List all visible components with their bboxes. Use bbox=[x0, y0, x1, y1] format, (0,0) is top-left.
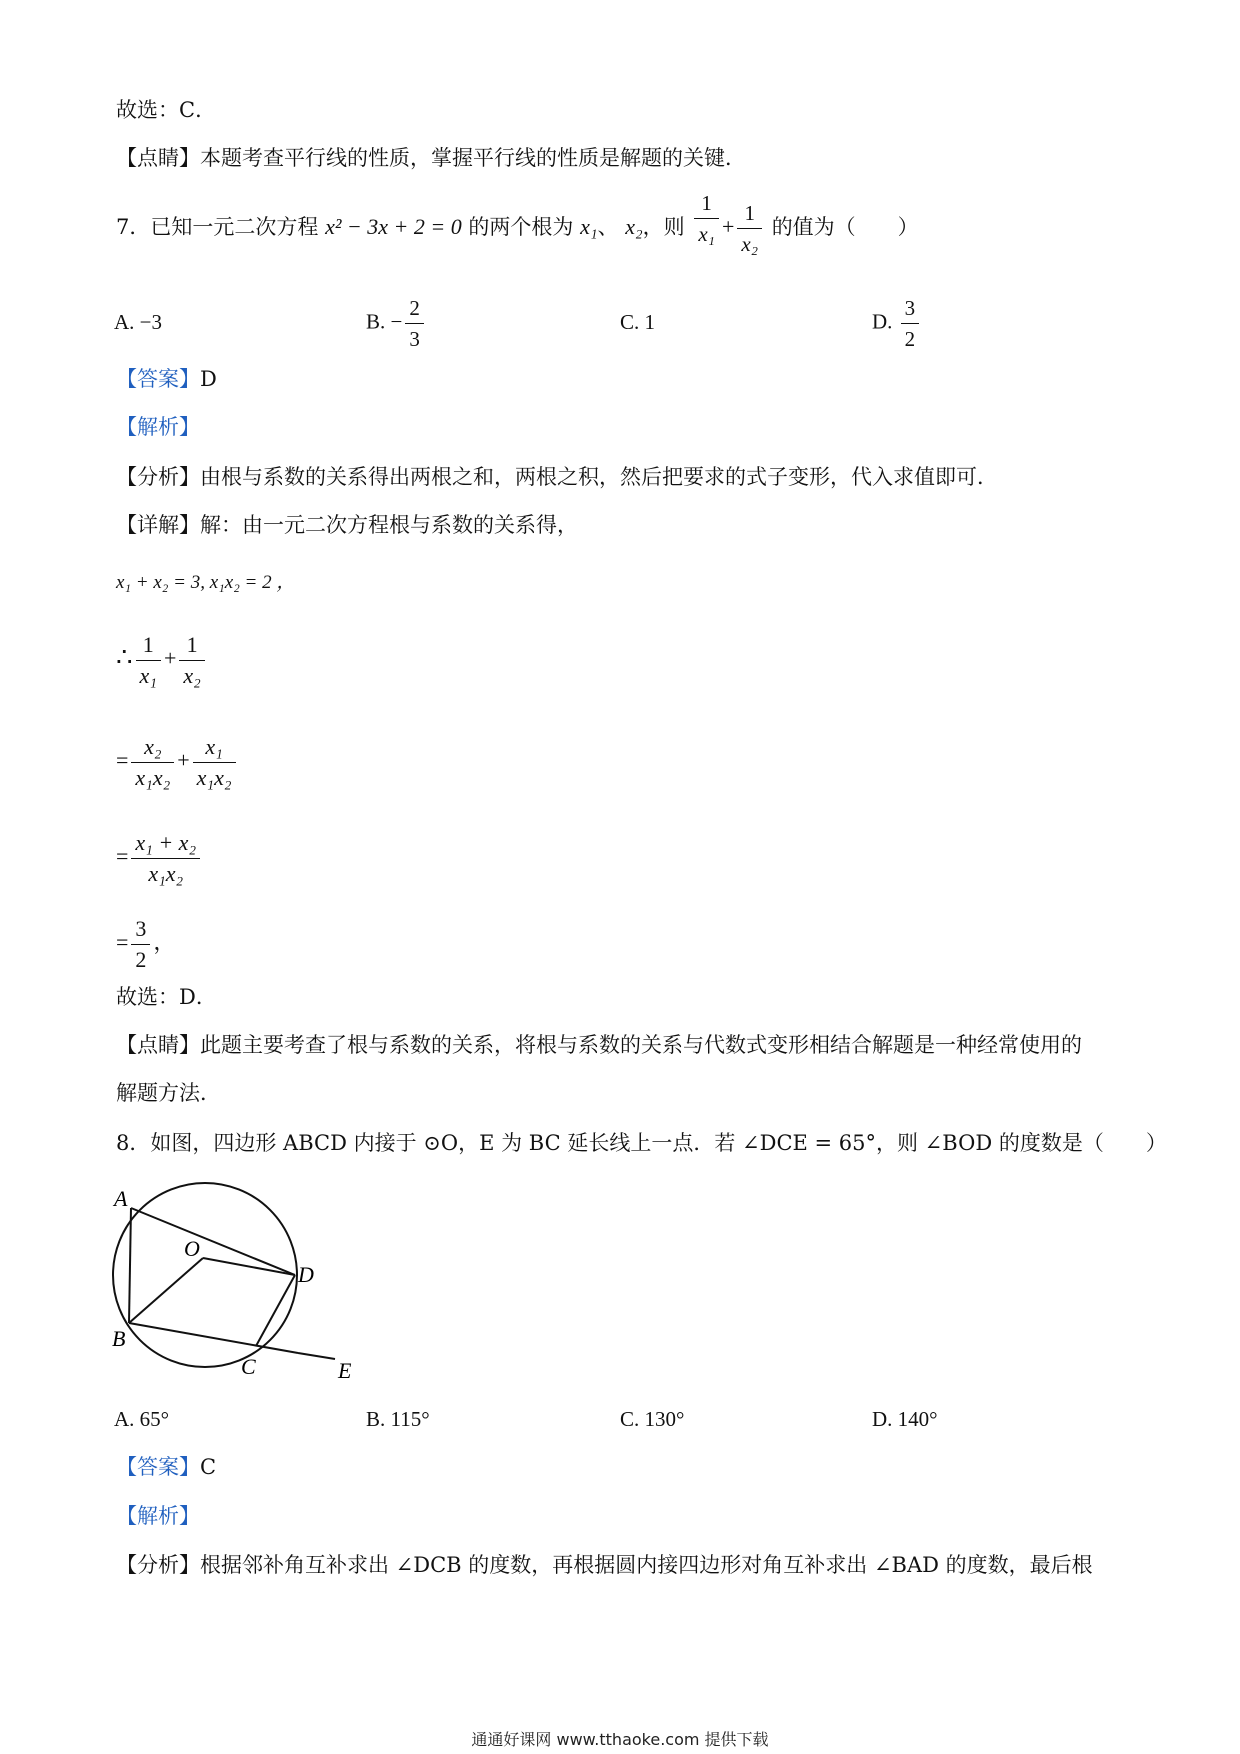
remark-7-cont: 解题方法． bbox=[116, 1081, 221, 1105]
remark-tag: 【点睛】 bbox=[116, 1033, 200, 1057]
analysis-text: 根据邻补角互补求出 ∠DCB 的度数，再根据圆内接四边形对角互补求出 ∠BAD 的度数，最后根 bbox=[200, 1553, 1093, 1577]
answer-value: C bbox=[200, 1455, 217, 1479]
detail-tag: 【详解】 bbox=[116, 513, 200, 537]
analysis-7 bbox=[116, 462, 998, 492]
label-a: A bbox=[114, 1186, 128, 1211]
label-o: O bbox=[184, 1236, 200, 1261]
q8-option-b: B. 115° bbox=[366, 1407, 430, 1431]
q7-root-x1: x₁ bbox=[580, 214, 598, 239]
label-e: E bbox=[338, 1358, 352, 1383]
q8-option-a: A. 65° bbox=[114, 1407, 170, 1431]
q7-fraction-2: $\frac{1}{\text{x₂}}$ bbox=[737, 198, 762, 259]
segment-ad bbox=[131, 1208, 295, 1275]
q8-option-c: C. 130° bbox=[620, 1407, 685, 1431]
detail-7 bbox=[116, 510, 578, 540]
detail-text: 解：由一元二次方程根与系数的关系得， bbox=[200, 513, 578, 537]
circle-o bbox=[113, 1183, 297, 1367]
text-line: 故选：C． bbox=[116, 98, 217, 122]
q7-option-c: C. 1 bbox=[620, 310, 656, 334]
step-3: = $\frac{\text{x₁ + x₂}}{\text{x₁x₂}}$ bbox=[116, 828, 203, 889]
label-b: B bbox=[112, 1326, 126, 1351]
q8-option-d: D. 140° bbox=[872, 1407, 938, 1431]
analysis-text: 由根与系数的关系得出两根之和，两根之积，然后把要求的式子变形，代入求值即可． bbox=[200, 465, 998, 489]
answer-value: D bbox=[200, 367, 217, 391]
step-4: = $\frac{3}{2}$ ， bbox=[116, 916, 176, 972]
q7-sep: 、 bbox=[597, 215, 619, 239]
segment-ce bbox=[298, 1353, 335, 1359]
remark-text: 本题考查平行线的性质，掌握平行线的性质是解题的关键． bbox=[200, 146, 746, 170]
answer-8 bbox=[116, 1452, 216, 1482]
label-d: D bbox=[298, 1262, 314, 1287]
remark-line bbox=[116, 143, 746, 173]
segment-ab bbox=[129, 1208, 131, 1323]
remark-7 bbox=[116, 1030, 1082, 1060]
label-c: C bbox=[241, 1354, 256, 1379]
sum-product: x₁ + x₂ = 3, x₁x₂ = 2 ， bbox=[116, 572, 296, 593]
analysis-tag: 【分析】 bbox=[116, 1553, 200, 1577]
page-footer: 通通好课网 www.tthaoke.com 提供下载 bbox=[471, 1730, 769, 1749]
q7-equation: x² − 3x + 2 = 0 bbox=[325, 214, 462, 239]
answer-7 bbox=[116, 364, 217, 394]
analysis-heading-8: 【解析】 bbox=[116, 1504, 200, 1528]
q7-option-a: A. −3 bbox=[114, 310, 163, 334]
q7-lead: 7．已知一元二次方程 bbox=[116, 215, 319, 239]
question-7: 7．已知一元二次方程 x² − 3x + 2 = 0 的两个根为 x₁、 x₂，则 $\frac{1}{\text{x₁}}$ + $\frac{1}{\text{x₂}}$ 的值为（ ） bbox=[116, 198, 919, 259]
q7-tail: 的值为（ ） bbox=[771, 215, 919, 239]
answer-tag: 【答案】 bbox=[116, 367, 200, 391]
choose-7: 故选：D． bbox=[116, 985, 217, 1009]
q7-then: ，则 bbox=[642, 215, 685, 239]
answer-tag: 【答案】 bbox=[116, 1455, 200, 1479]
q7-roots-text: 的两个根为 bbox=[468, 215, 574, 239]
segment-od bbox=[203, 1258, 295, 1275]
analysis-tag: 【分析】 bbox=[116, 465, 200, 489]
analysis-8 bbox=[116, 1550, 1093, 1580]
q7-option-b: B. − $\frac{2}{3}$ bbox=[366, 293, 427, 354]
q7-option-d: D. $\frac{3}{2}$ bbox=[872, 293, 922, 354]
q7-fraction-1: $\frac{1}{\text{x₁}}$ bbox=[694, 188, 719, 249]
segment-ob bbox=[129, 1258, 203, 1323]
remark-tag: 【点睛】 bbox=[116, 146, 200, 170]
step-1: ∴ $\frac{1}{\text{x₁}}$ + $\frac{1}{\text{x₂}}$ bbox=[116, 630, 208, 691]
question-8: 8．如图，四边形 ABCD 内接于 ⊙O，E 为 BC 延长线上一点．若 ∠DCE = 65°，则 ∠BOD 的度数是（ ） bbox=[116, 1131, 1167, 1155]
q7-root-x2: x₂ bbox=[625, 214, 643, 239]
geometry-figure bbox=[100, 1178, 400, 1388]
remark-text: 此题主要考查了根与系数的关系，将根与系数的关系与代数式变形相结合解题是一种经常使用的 bbox=[200, 1033, 1082, 1057]
step-2: = $\frac{\text{x₂}}{\text{x₁x₂}}$ + $\frac{\text{x₁}}{\text{x₁x₂}}$ bbox=[116, 732, 239, 793]
analysis-heading: 【解析】 bbox=[116, 415, 200, 439]
